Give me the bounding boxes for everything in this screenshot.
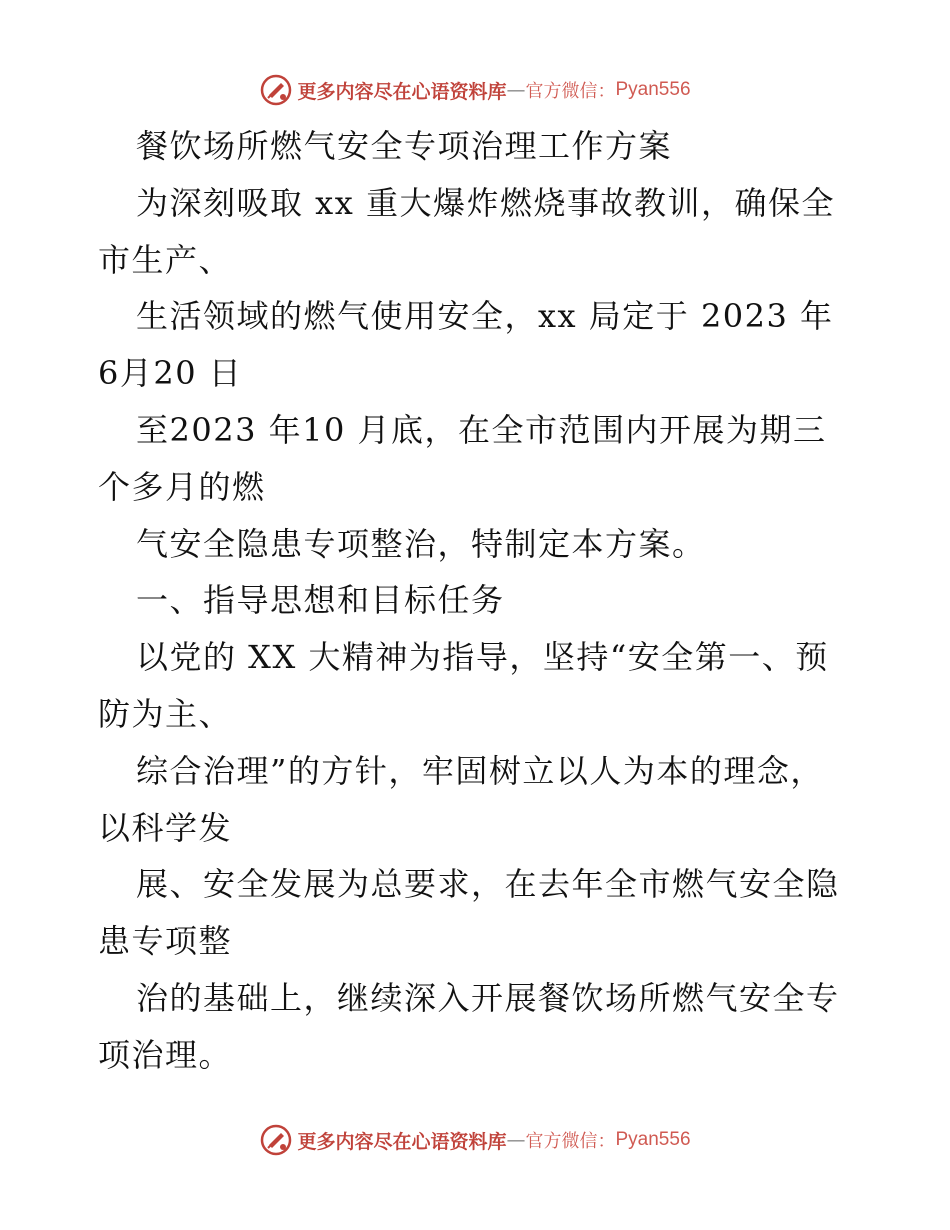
- banner-wechat-label: 官方微信：: [525, 81, 616, 102]
- text-line: 个多月的燃: [98, 467, 266, 506]
- text-line: 项治理。: [98, 1035, 233, 1074]
- seal-logo-icon: [259, 1123, 293, 1157]
- banner-dash: —: [506, 79, 526, 101]
- text-line: 综合治理”的方针，牢固树立以人为本的理念，: [136, 751, 824, 790]
- text-line: 为深刻吸取 xx 重大爆炸燃烧事故教训，确保全: [136, 183, 835, 222]
- text-line: 生活领域的燃气使用安全，xx 局定于 2023 年: [136, 297, 834, 336]
- document-title: 餐饮场所燃气安全专项治理工作方案: [136, 127, 673, 165]
- text-line: 防为主、: [98, 694, 233, 733]
- text-line: 治的基础上，继续深入开展餐饮场所燃气安全专: [136, 978, 840, 1017]
- footer-banner: [0, 1120, 950, 1160]
- document-body: [98, 118, 858, 1084]
- text-line: 患专项整: [98, 922, 233, 961]
- header-banner: [0, 70, 950, 110]
- text-line: 展、安全发展为总要求，在去年全市燃气安全隐: [136, 865, 840, 904]
- banner-dash: —: [506, 1129, 526, 1151]
- seal-logo-icon: [259, 73, 293, 107]
- text-line: 以党的 XX 大精神为指导，坚持“安全第一、预: [136, 638, 829, 677]
- banner-wechat-label: 官方微信：: [525, 1131, 616, 1152]
- text-line: 6月20 日: [98, 354, 243, 393]
- text-line: 至2023 年10 月底，在全市范围内开展为期三: [136, 410, 827, 449]
- banner-main-text: 更多内容尽在心语资料库: [297, 1130, 507, 1153]
- banner-main-text: 更多内容尽在心语资料库: [297, 80, 507, 103]
- text-line: 一、指导思想和目标任务: [136, 581, 505, 620]
- banner-wechat-id: Pyan556: [615, 79, 691, 100]
- text-line: 市生产、: [98, 240, 233, 279]
- text-line: 气安全隐患专项整治，特制定本方案。: [136, 524, 706, 563]
- banner-wechat-id: Pyan556: [615, 1129, 691, 1150]
- text-line: 以科学发: [98, 808, 233, 847]
